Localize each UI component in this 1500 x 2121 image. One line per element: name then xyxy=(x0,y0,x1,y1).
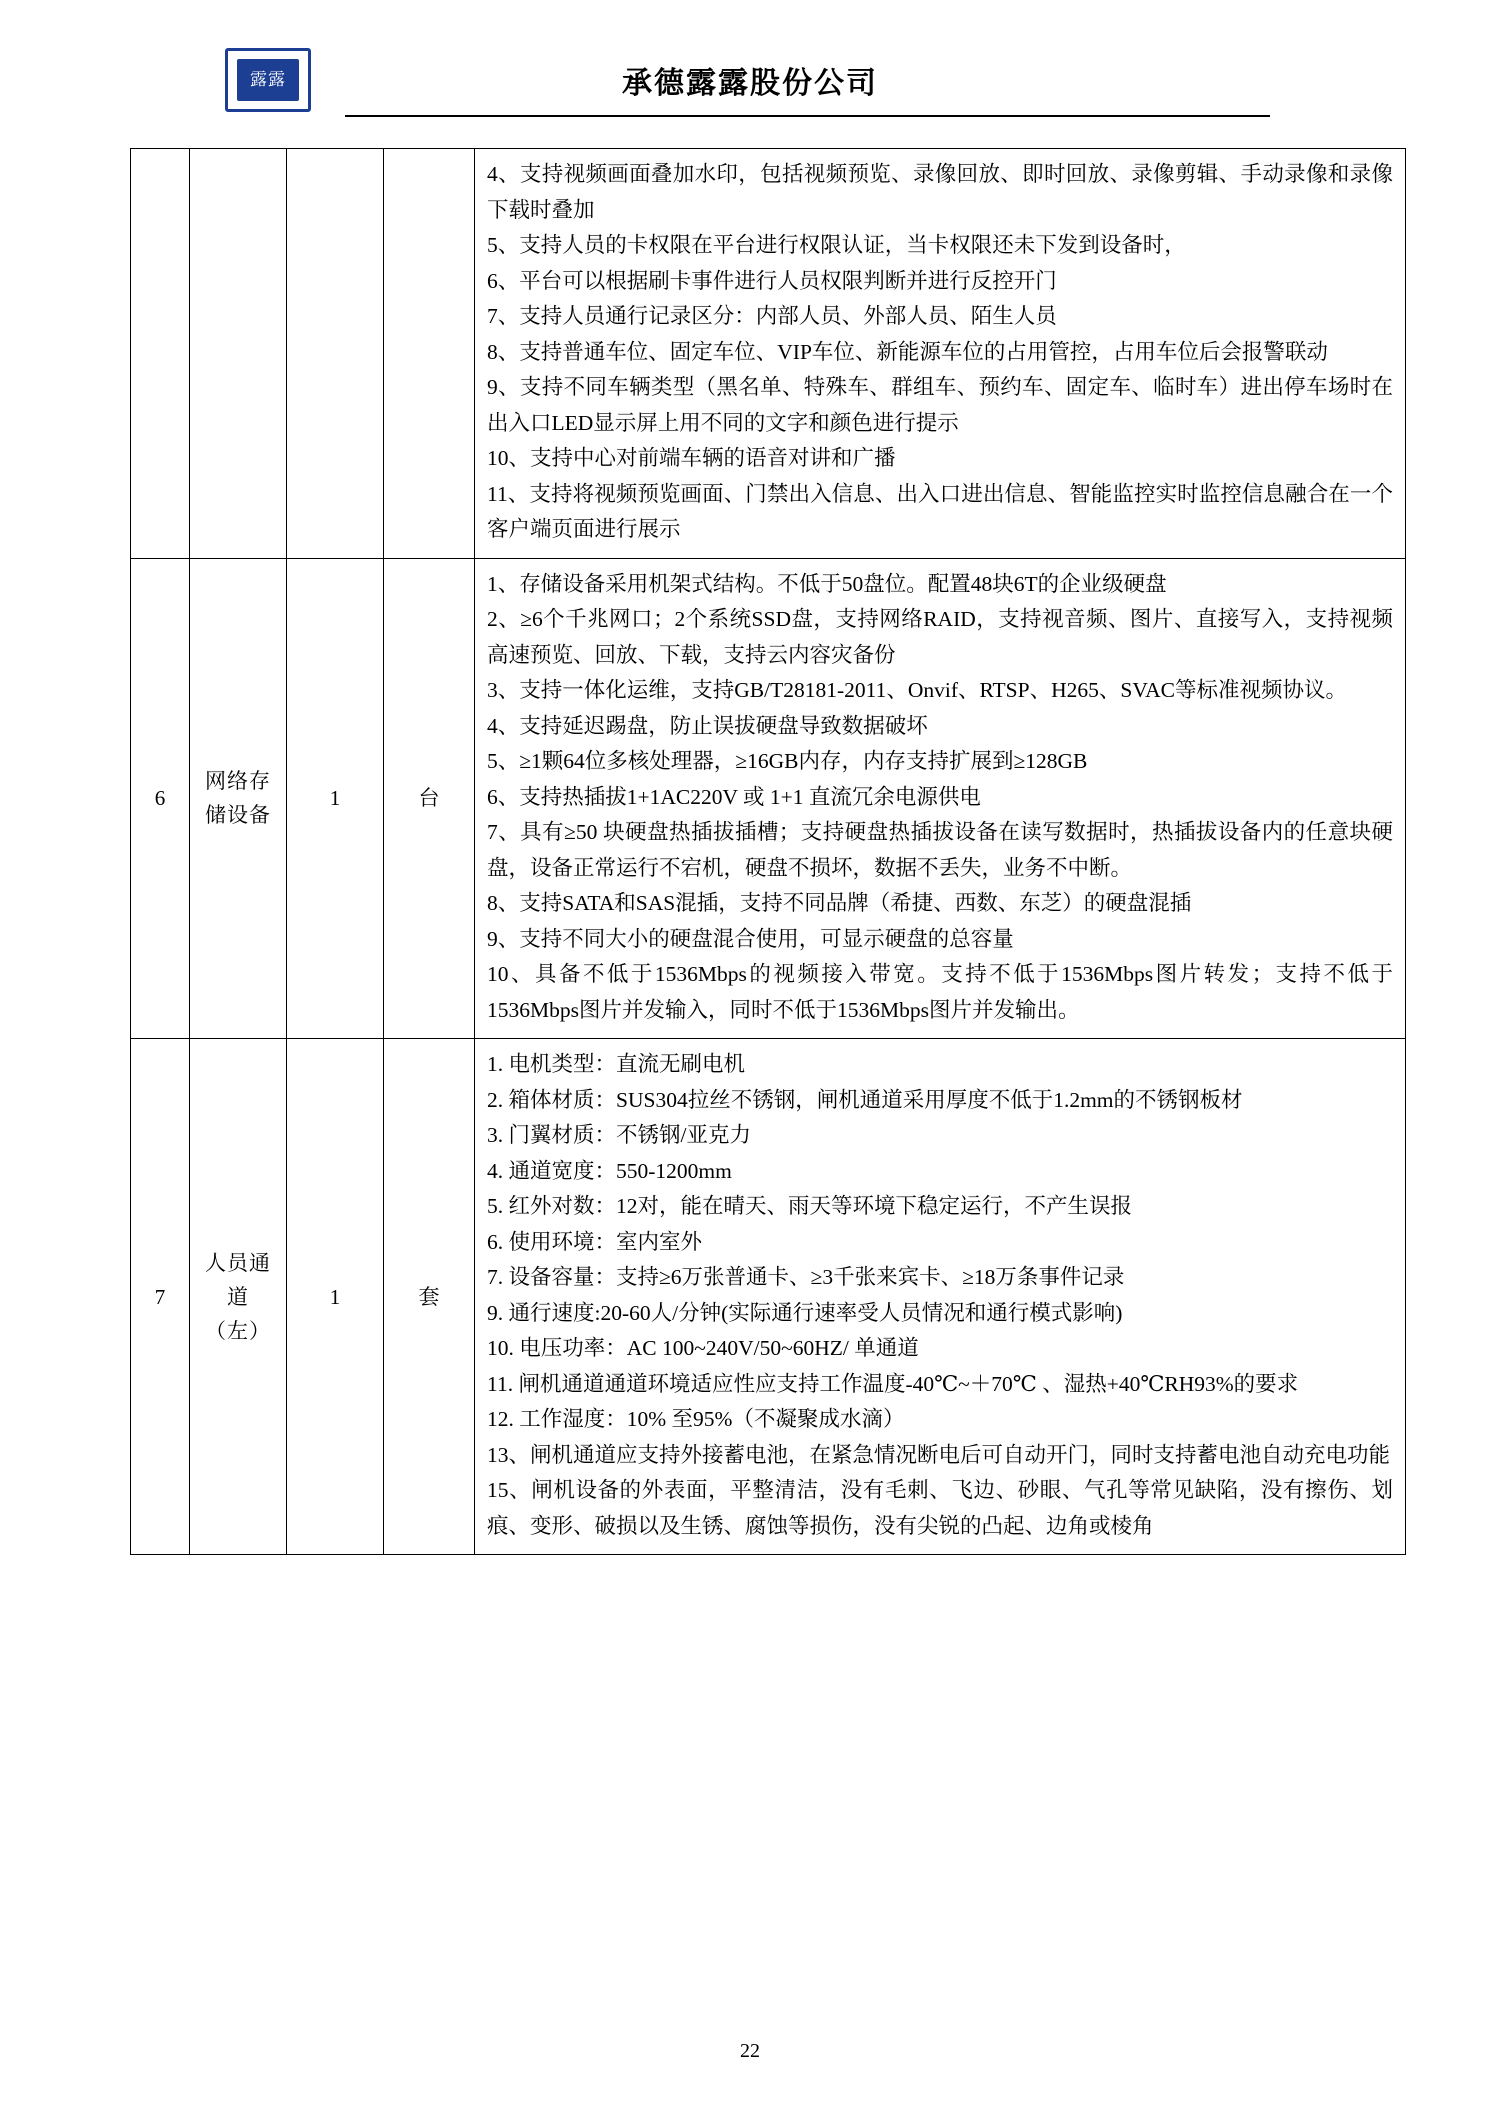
desc-line: 10、具备不低于1536Mbps的视频接入带宽。支持不低于1536Mbps图片转发；支持不低于1536Mbps图片并发输入，同时不低于1536Mbps图片并发输出。 xyxy=(487,962,1393,1022)
row-unit: 台 xyxy=(418,786,440,811)
row-desc-list xyxy=(475,1039,1405,1554)
table-row xyxy=(131,1039,1406,1555)
row-unit: 套 xyxy=(418,1284,440,1309)
page-footer xyxy=(0,2040,1500,2063)
desc-line: 11. 闸机通道通道环境适应性应支持工作温度-40℃~＋70℃ 、湿热+40℃RH93%的要求 xyxy=(487,1371,1299,1396)
row-qty-cell xyxy=(287,149,384,559)
desc-line: 6、平台可以根据刷卡事件进行人员权限判断并进行反控开门 xyxy=(487,268,1057,293)
desc-line: 6、支持热插拔1+1AC220V 或 1+1 直流冗余电源供电 xyxy=(487,784,981,809)
row-qty-cell xyxy=(287,558,384,1039)
row-unit-cell xyxy=(384,558,475,1039)
row-qty: 1 xyxy=(329,1284,341,1309)
page-title: 承德露露股份公司 xyxy=(622,67,878,100)
desc-line: 6. 使用环境：室内室外 xyxy=(487,1229,703,1254)
row-name-cell xyxy=(190,149,287,559)
desc-line: 5、≥1颗64位多核处理器，≥16GB内存，内存支持扩展到≥128GB xyxy=(487,749,1088,773)
desc-line: 4、支持延迟踢盘，防止误拔硬盘导致数据破坏 xyxy=(487,713,928,738)
row-index: 6 xyxy=(154,786,166,811)
row-index: 7 xyxy=(154,1284,166,1309)
row-name: 网络存储设备 xyxy=(205,769,271,828)
row-name-cell xyxy=(190,558,287,1039)
desc-line: 9、支持不同大小的硬盘混合使用，可显示硬盘的总容量 xyxy=(487,926,1014,951)
desc-line: 3. 门翼材质：不锈钢/亚克力 xyxy=(487,1123,751,1147)
header-divider xyxy=(345,115,1270,117)
spec-table-wrap xyxy=(130,148,1400,1555)
table-row xyxy=(131,558,1406,1039)
row-name: 人员通道（左） xyxy=(205,1250,271,1343)
desc-line: 2、≥6个千兆网口；2个系统SSD盘，支持网络RAID，支持视音频、图片、直接写入，支持视频高速预览、回放、下载，支持云内容灾备份 xyxy=(487,607,1393,667)
page-number: 22 xyxy=(740,2040,760,2062)
row-qty-cell xyxy=(287,1039,384,1555)
table-row xyxy=(131,149,1406,559)
desc-line: 1. 电机类型：直流无刷电机 xyxy=(487,1052,746,1076)
row-desc-cell xyxy=(475,558,1406,1039)
desc-line: 12. 工作湿度：10% 至95%（不凝聚成水滴） xyxy=(487,1407,905,1431)
desc-line: 9、支持不同车辆类型（黑名单、特殊车、群组车、预约车、固定车、临时车）进出停车场时在出入口LED显示屏上用不同的文字和颜色进行提示 xyxy=(487,375,1393,435)
desc-line: 1、存储设备采用机架式结构。不低于50盘位。配置48块6T的企业级硬盘 xyxy=(487,571,1167,596)
row-desc-list xyxy=(475,559,1405,1039)
page-header xyxy=(130,0,1370,120)
row-index-cell xyxy=(131,149,190,559)
desc-line: 7、支持人员通行记录区分：内部人员、外部人员、陌生人员 xyxy=(487,304,1057,328)
desc-line: 3、支持一体化运维，支持GB/T28181-2011、Onvif、RTSP、H265、SVAC等标准视频协议。 xyxy=(487,678,1347,702)
desc-line: 7. 设备容量：支持≥6万张普通卡、≥3千张来宾卡、≥18万条事件记录 xyxy=(487,1265,1125,1289)
desc-line: 11、支持将视频预览画面、门禁出入信息、出入口进出信息、智能监控实时监控信息融合在一个客户端页面进行展示 xyxy=(487,481,1393,541)
desc-line: 8、支持普通车位、固定车位、VIP车位、新能源车位的占用管控，占用车位后会报警联动 xyxy=(487,339,1328,364)
row-name-cell xyxy=(190,1039,287,1555)
row-desc-cell xyxy=(475,149,1406,559)
row-unit-cell xyxy=(384,1039,475,1555)
desc-line: 9. 通行速度:20-60人/分钟(实际通行速率受人员情况和通行模式影响) xyxy=(487,1300,1123,1325)
desc-line: 5. 红外对数：12对，能在晴天、雨天等环境下稳定运行，不产生误报 xyxy=(487,1194,1133,1218)
desc-line: 10. 电压功率：AC 100~240V/50~60HZ/ 单通道 xyxy=(487,1336,919,1360)
row-desc-list xyxy=(475,149,1405,558)
desc-line: 4. 通道宽度：550-1200mm xyxy=(487,1158,732,1183)
row-desc-cell xyxy=(475,1039,1406,1555)
row-unit-cell xyxy=(384,149,475,559)
desc-line: 5、支持人员的卡权限在平台进行权限认证，当卡权限还未下发到设备时， xyxy=(487,233,1186,257)
desc-line: 4、支持视频画面叠加水印，包括视频预览、录像回放、即时回放、录像剪辑、手动录像和录像下载时叠加 xyxy=(487,162,1393,222)
desc-line: 8、支持SATA和SAS混插，支持不同品牌（希捷、西数、东芝）的硬盘混插 xyxy=(487,891,1192,915)
desc-line: 7、具有≥50 块硬盘热插拔插槽；支持硬盘热插拔设备在读写数据时，热插拔设备内的任意块硬盘，设备正常运行不宕机，硬盘不损坏，数据不丢失，业务不中断。 xyxy=(487,820,1393,880)
spec-table xyxy=(130,148,1406,1555)
desc-line: 2. 箱体材质：SUS304拉丝不锈钢，闸机通道采用厚度不低于1.2mm的不锈钢板材 xyxy=(487,1087,1243,1112)
desc-line: 10、支持中心对前端车辆的语音对讲和广播 xyxy=(487,446,896,470)
row-index-cell xyxy=(131,1039,190,1555)
desc-line: 15、闸机设备的外表面，平整清洁，没有毛刺、飞边、砂眼、气孔等常见缺陷，没有擦伤、划痕、变形、破损以及生锈、腐蚀等损伤，没有尖锐的凸起、边角或棱角 xyxy=(487,1478,1393,1538)
desc-line: 13、闸机通道应支持外接蓄电池，在紧急情况断电后可自动开门，同时支持蓄电池自动充电功能 xyxy=(487,1442,1391,1467)
company-logo-text: 露露 xyxy=(237,59,299,101)
row-qty: 1 xyxy=(329,786,341,811)
row-index-cell xyxy=(131,558,190,1039)
